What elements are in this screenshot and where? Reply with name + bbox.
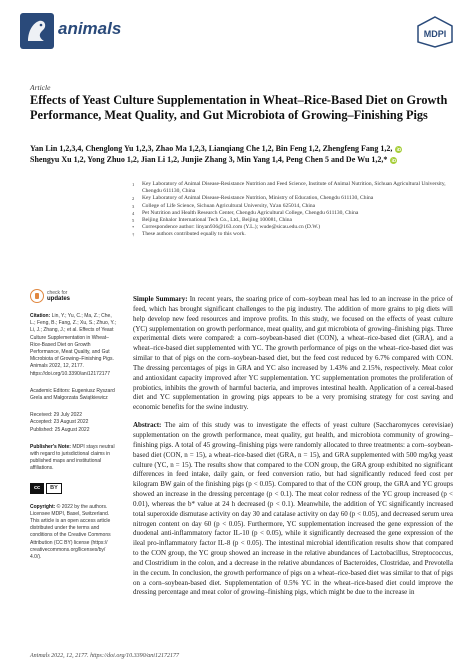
mdpi-logo — [416, 16, 454, 48]
equal-contribution-text: These authors contributed equally to this work. — [142, 231, 246, 238]
affiliation-number: 5 — [132, 218, 135, 224]
editors-label: Academic Editors: — [30, 387, 71, 394]
affiliation-item — [132, 195, 452, 202]
journal-name: animals — [58, 19, 122, 38]
accepted-date: Accepted: 23 August 2022 — [30, 419, 89, 426]
by-icon: BY — [46, 483, 62, 494]
article-type: Article — [30, 83, 51, 92]
copyright-label: Copyright: — [30, 503, 56, 510]
article-sidebar — [30, 289, 118, 561]
affiliation-item — [132, 181, 452, 195]
simple-summary-text: In recent years, the soaring price of corn–soybean meal has led to an increase in the price of feed, which has brought significant challenges to the pig industry. The addition of more grains to pig diets will help develop new feed resources and improve profits. In this study, we focused on the effects of yeast culture (YC) supplementation on growth performance, meat quality, and gut microbiota of growing–finishing pigs. Three experimental diets were compared: a corn–soybean-based diet (CON), a wheat–rice-based diet (GRA), and a wheat–rice-based diet supplemented with YC. The growth performance of pigs on the wheat–rice-based diet was similar to that of pigs on the corn–soybean-based diet, but the feed cost reduced by 6.7% compared with CON. The dressing percentages of pigs in GRA and YC also increased by 1.43% and 2.15%, respectively. Meat color and antioxidant capacity improved after YC supplementation. YC supplementation promotes the proliferation of probiotics, inhibits the growth of harmful bacteria, and improves intestinal health. Application of a cereal-based diet and YC supplementation in growing pigs appears to be a very promising strategy for cost saving and economic benefits for the swine industry. — [133, 295, 454, 412]
editors-block — [30, 388, 118, 402]
copyright-text: © 2022 by the authors. Licensee MDPI, Basel, Switzerland. This article is an open access article distributed under the terms and conditions of the Creative Commons Attribution (CC BY) license (https:// creativecommons.org/licenses/by/ 4.0/). — [30, 503, 111, 561]
abstract — [133, 421, 453, 598]
simple-summary-label: Simple Summary: — [133, 295, 188, 303]
orcid-icon[interactable]: iD — [391, 158, 397, 163]
citation-text[interactable]: Lin, Y.; Yu, C.; Ma, Z.; Che, L.; Feng, B.; Fang, Z.; Xu, S.; Zhuo, Y.; Li, J.; Zhang, J.; et al. Effects of Yeast Culture Supplementation in Wheat–Rice-Based Diet on Growth Performance, Meat Quality, and Gut Microbiota of Growing–Finishing Pigs. Animals 2022, 12, 2177. https://doi.org/10.3390/ani12172177 — [30, 313, 116, 377]
abstract-label: Abstract: — [133, 421, 162, 430]
check-for-updates-icon — [30, 289, 44, 303]
abstract-text: The aim of this study was to investigate the effects of yeast culture (Saccharomyces cerevisiae) supplementation on the growth performance, meat quality, gut health, and microbiota community of growing–finishing pigs. A total of 45 growing–finishing pigs were randomly allocated to three treatments: a corn–soybean-based diet (CON, n = 15), a wheat–rice-based diet (GRA, n = 15), and GRA supplemented with 500 mg/kg yeast culture (YC, n = 15). The results show that compared to the CON group, the GRA group exhibited no significant differences in feed intake, daily gain, or feed conversion ratio, but had significantly reduced feed cost per kilogram BW gain of the finishing pigs (p < 0.05). Compared to that of the CON group, the GRA and YC groups showed an increase in the dressing percentage (p < 0.1). The meat color redness of the YC group increased (p < 0.01), whereas the b* value at 24 h decreased (p < 0.1). Meanwhile, the addition of YC significantly increased total superoxide dismutase activity on day 30 and catalase activity on day 60 (p < 0.05), and decreased serum urea nitrogen content on day 60 (p < 0.05). Furthermore, YC supplementation increased the gene expression of the duodenal anti-inflammatory factor IL-10 (p < 0.05), while it significantly decreased the gene expression of the ileal pro-inflammatory factor IL-8 (p < 0.05). The intestinal microbial identification results show that compared to the CON group, the YC group showed an increase in the relative abundances of Lactobacillus, Streptococcus, and Clostridium in the colon, and a decrease in the relative abundances of Bacteroides, Clostridae, and Prevotella in the cecum. In conclusion, the growth performance of pigs on a wheat–rice-based diet was similar to that of pigs on a corn–soybean-based diet. Supplementation of 0.5% YC in the wheat–rice-based diet could improve the dressing percentage and meat color of growing–finishing pigs, which might be due to the increase in — [133, 421, 453, 597]
correspondence-text[interactable]: Correspondence author: linyan936@163.com (Y.L.); wude@sicau.edu.cn (D.W.) — [142, 224, 321, 231]
affiliation-text: Pet Nutrition and Health Research Center, Chengdu Agricultural College, Chengdu 611130, China — [142, 209, 359, 216]
author-line-1 — [30, 143, 450, 154]
page-header — [20, 10, 454, 52]
affiliation-number: 4 — [132, 210, 135, 216]
mdpi-logo-text: MDPI — [423, 29, 447, 39]
citation-block — [30, 313, 118, 378]
check-for-updates-button[interactable] — [30, 289, 118, 303]
publisher-note-label: Publisher's Note: — [30, 443, 71, 450]
published-date: Published: 25 August 2022 — [30, 426, 90, 433]
animals-journal-logo — [20, 13, 54, 49]
affiliation-number: 3 — [132, 203, 135, 209]
affiliation-number: 2 — [132, 196, 135, 202]
affiliations — [132, 181, 452, 239]
check-for-updates-text — [47, 290, 70, 302]
dates-block — [30, 412, 118, 434]
article-title: Effects of Yeast Culture Supplementation in Wheat–Rice-Based Diet on Growth Performance, Meat Quality, and Gut Microbiota of Growing–Finishing Pigs — [30, 93, 448, 122]
authors-line-2-text: Shengyu Xu 1,2, Yong Zhuo 1,2, Jian Li 1,2, Junjie Zhang 3, Min Yang 1,4, Peng Chen 5 and De Wu 1,2,* — [30, 155, 388, 164]
citation-label: Citation: — [30, 313, 51, 319]
affiliation-number: * — [132, 225, 135, 231]
article-body — [133, 295, 453, 606]
affiliation-text: Key Laboratory of Animal Disease-Resistance Nutrition and Feed Science, Institute of Animal Nutrition, Sichuan Agricultural University, Chengdu 611130, China — [142, 181, 446, 195]
page-footer: Animals 2022, 12, 2177. https://doi.org/10.3390/ani12172177 — [30, 653, 179, 659]
publisher-note-text: MDPI stays neutral with regard to jurisdictional claims in published maps and institutional affiliations. — [30, 443, 115, 472]
authors-line-1-text: Yan Lin 1,2,3,4, Chenglong Yu 1,2,3, Zhao Ma 1,2,3, Lianqiang Che 1,2, Bin Feng 1,2, Zhengfeng Fang 1,2, — [30, 144, 393, 153]
affiliation-text: Key Laboratory of Animal Disease-Resistance Nutrition, Ministry of Education, Chengdu 611130, China — [142, 195, 374, 202]
cc-icon: cc — [30, 483, 44, 494]
affiliation-item — [132, 210, 452, 217]
check-for-updates-sub: updates — [47, 296, 71, 302]
author-line-2 — [30, 154, 450, 165]
received-date: Received: 29 July 2022 — [30, 412, 82, 419]
affiliation-item — [132, 203, 452, 210]
affiliation-text: College of Life Science, Sichuan Agricultural University, Ya'an 625014, China — [142, 202, 316, 209]
copyright-block — [30, 504, 118, 562]
publisher-note-block — [30, 444, 118, 473]
correspondence — [132, 224, 452, 231]
equal-contribution-note — [132, 231, 452, 238]
simple-summary — [133, 295, 453, 413]
editors-text: Eugeniusz Ryszard Grela and Małgorzata Świątkiewicz — [30, 387, 115, 402]
author-list — [30, 143, 450, 165]
check-for-updates-title: check for — [47, 290, 68, 296]
affiliation-number: † — [132, 232, 135, 238]
cc-by-license-badge[interactable] — [30, 483, 118, 494]
affiliation-number: 1 — [132, 182, 135, 187]
affiliation-text: Beijing Enhalor International Tech Co., Ltd., Beijing 100081, China — [142, 217, 292, 224]
orcid-icon[interactable]: iD — [396, 147, 402, 152]
